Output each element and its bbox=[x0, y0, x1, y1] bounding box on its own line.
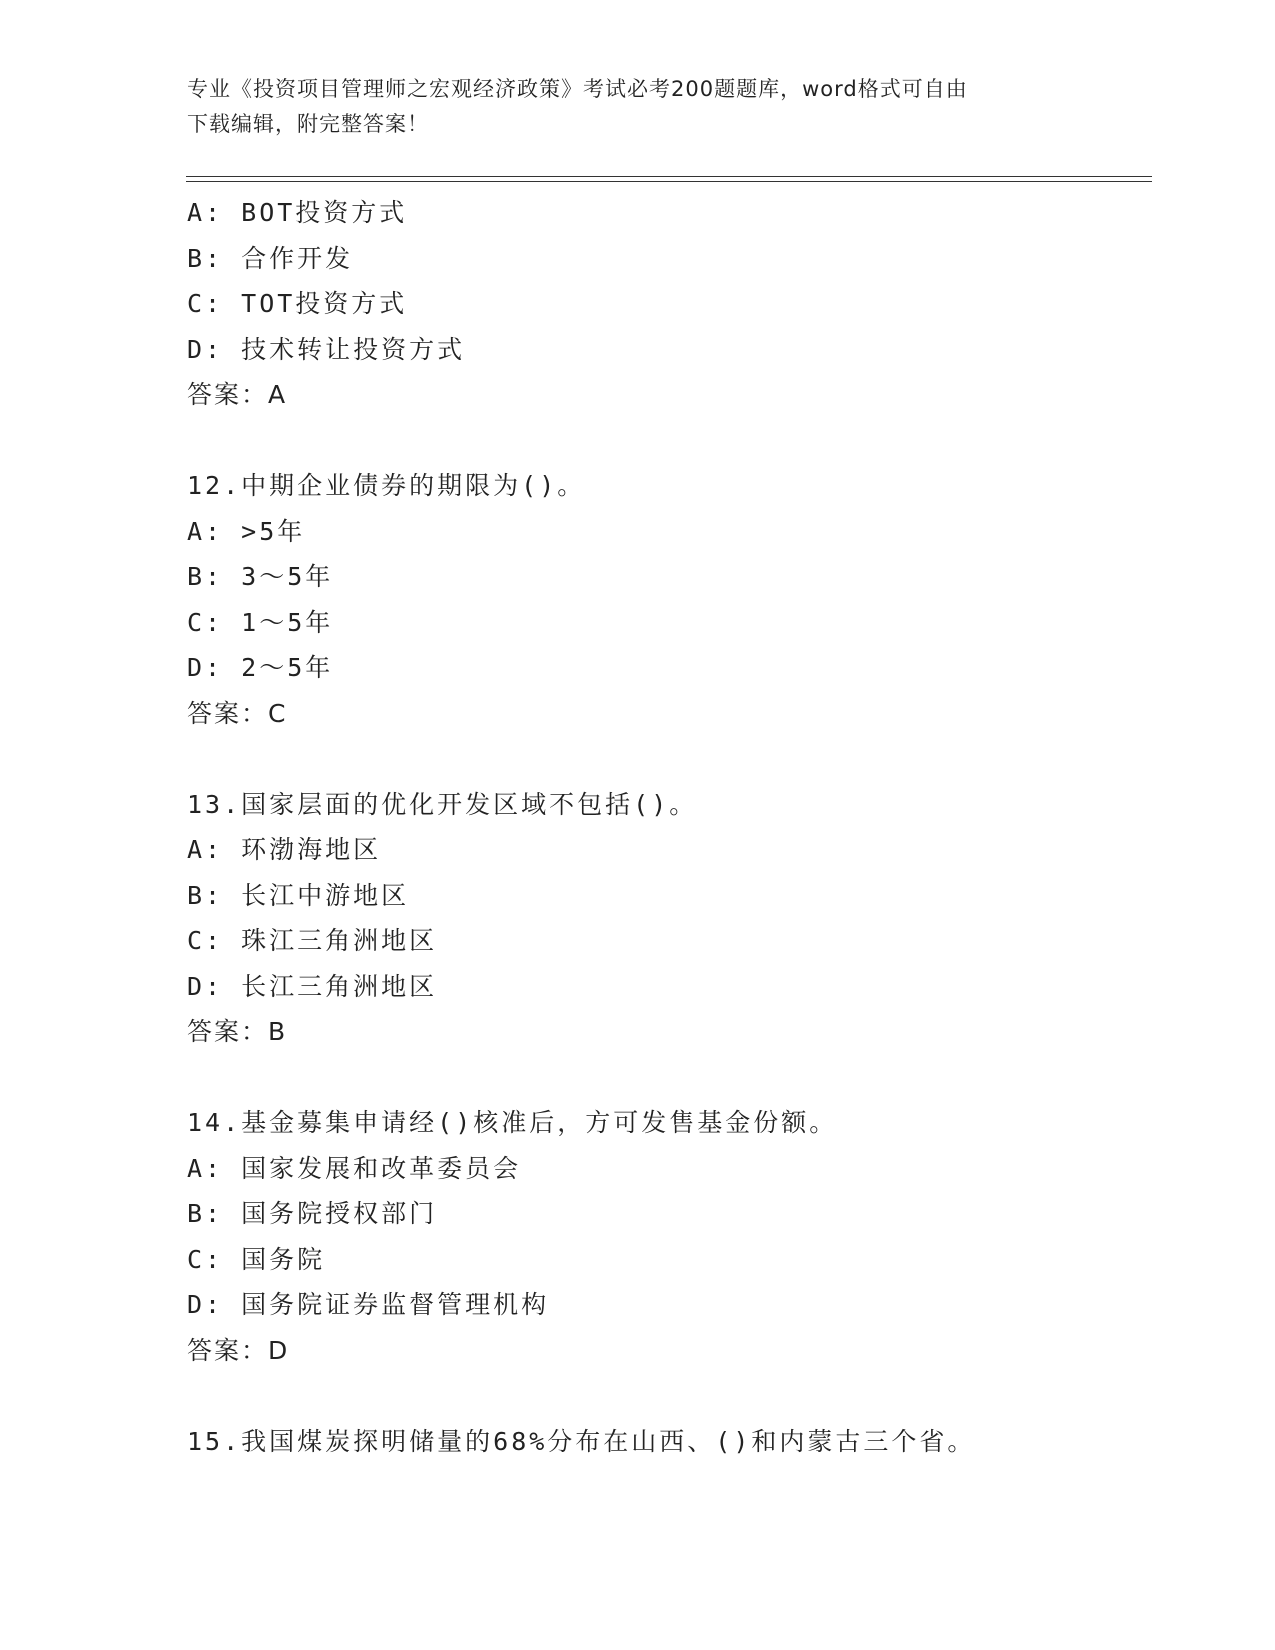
option-a: A: 环渤海地区 bbox=[187, 835, 382, 864]
question-block-14 bbox=[187, 1100, 1147, 1373]
option-a: A: BOT投资方式 bbox=[187, 198, 408, 227]
question-block-12 bbox=[187, 463, 1147, 736]
option-c: C: TOT投资方式 bbox=[187, 289, 408, 318]
header-line-2: 下载编辑，附完整答案！ bbox=[187, 112, 429, 136]
option-c: C: 国务院 bbox=[187, 1244, 326, 1274]
option-b: B: 长江中游地区 bbox=[187, 880, 410, 910]
answer-line: 答案：D bbox=[187, 1335, 290, 1365]
question-stem: 15.我国煤炭探明储量的68%分布在山西、()和内蒙古三个省。 bbox=[187, 1426, 976, 1456]
answer-line: 答案：B bbox=[187, 1017, 288, 1046]
option-d: D: 长江三角洲地区 bbox=[187, 971, 438, 1001]
question-stem: 14.基金募集申请经()核准后，方可发售基金份额。 bbox=[187, 1108, 838, 1137]
option-a: A: >5年 bbox=[187, 516, 306, 546]
answer-line: 答案：A bbox=[187, 380, 288, 409]
option-b: B: 3～5年 bbox=[187, 562, 334, 591]
option-a: A: 国家发展和改革委员会 bbox=[187, 1153, 522, 1183]
header-divider-bottom bbox=[186, 181, 1152, 182]
question-stem: 12.中期企业债券的期限为()。 bbox=[187, 471, 586, 500]
question-list bbox=[187, 190, 1147, 1464]
question-block-15 bbox=[187, 1419, 1147, 1465]
option-d: D: 2～5年 bbox=[187, 653, 334, 682]
question-block-11 bbox=[187, 190, 1147, 418]
question-block-13 bbox=[187, 782, 1147, 1055]
option-c: C: 1～5年 bbox=[187, 607, 334, 637]
answer-line: 答案：C bbox=[187, 698, 288, 728]
option-d: D: 技术转让投资方式 bbox=[187, 334, 466, 364]
header-line-1: 专业《投资项目管理师之宏观经济政策》考试必考200题题库，word格式可自由 bbox=[187, 77, 968, 101]
option-b: B: 国务院授权部门 bbox=[187, 1199, 438, 1228]
header-divider-top bbox=[186, 176, 1152, 177]
document-header bbox=[187, 72, 1087, 142]
option-b: B: 合作开发 bbox=[187, 243, 354, 273]
option-d: D: 国务院证券监督管理机构 bbox=[187, 1290, 550, 1319]
option-c: C: 珠江三角洲地区 bbox=[187, 926, 438, 955]
question-stem: 13.国家层面的优化开发区域不包括()。 bbox=[187, 789, 698, 819]
